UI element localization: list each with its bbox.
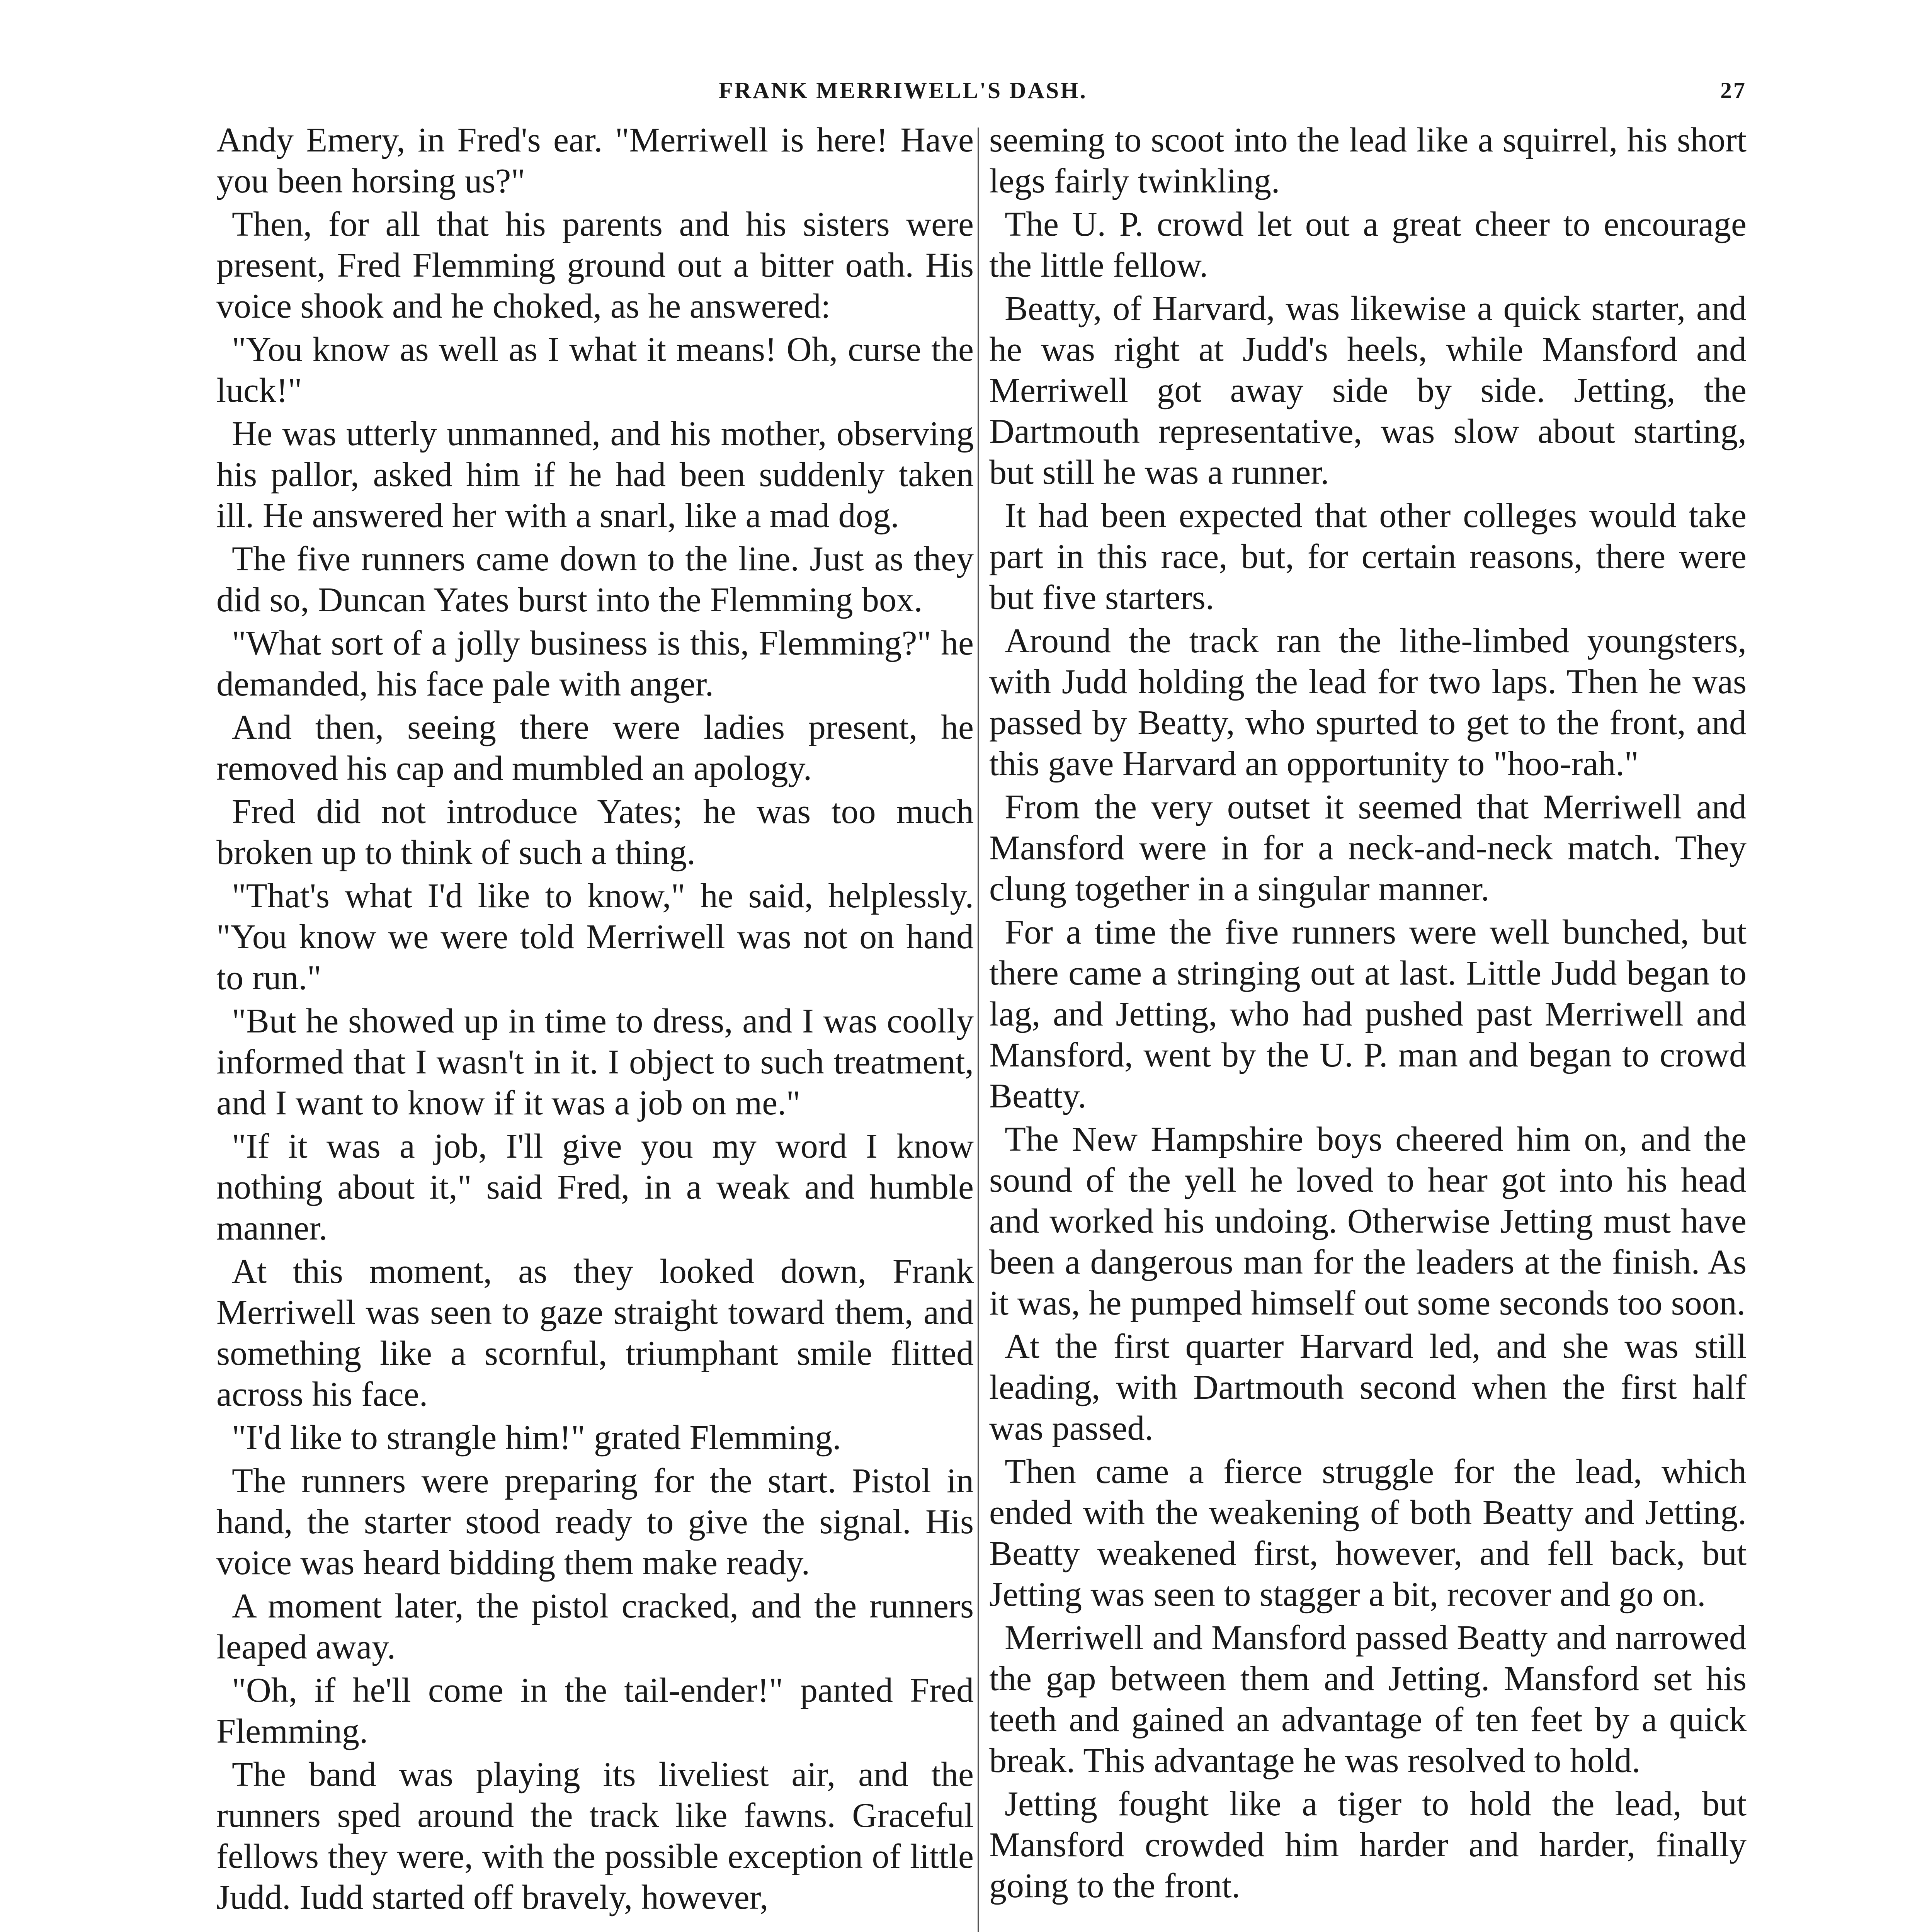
paragraph: For a time the five runners were well bunched, but there came a stringing out at last. Little Judd began to lag, and Jetting, who had pushed past Merriwell and Mansford, went by the U. P. man and began to crowd Beatty. [989,913,1747,1115]
paragraph: It had been expected that other colleges would take part in this race, but, for certain reasons, there were but five starters. [989,497,1747,617]
paragraph: Then, for all that his parents and his sisters were present, Fred Flemming ground out a bitter oath. His voice shook and he choked, as he answered: [216,205,974,325]
paragraph: seeming to scoot into the lead like a squirrel, his short legs fairly twinkling. [989,121,1747,200]
paragraph: At the first quarter Harvard led, and she was still leading, with Dartmouth second when the first half was passed. [989,1327,1747,1447]
running-title: FRANK MERRIWELL'S DASH. [719,78,1087,103]
paragraph: "I'd like to strangle him!" grated Flemming. [232,1418,841,1457]
paragraph: The band was playing its liveliest air, and the runners sped around the track like fawns. Graceful fellows they were, with the possible exception of little Judd. Iudd started off bravely, however, [216,1755,974,1917]
paragraph: "If it was a job, I'll give you my word I know nothing about it," said Fred, in a weak and humble manner. [216,1127,974,1247]
paragraph: "That's what I'd like to know," he said, helplessly. "You know we were told Merriwell was not on hand to run." [216,877,974,997]
left-column [216,120,974,1920]
paragraph: The five runners came down to the line. Just as they did so, Duncan Yates burst into the Flemming box. [216,540,974,619]
paragraph: At this moment, as they looked down, Frank Merriwell was seen to gaze straight toward them, and something like a scornful, triumphant smile flitted across his face. [216,1252,974,1413]
paragraph: Then came a fierce struggle for the lead, which ended with the weakening of both Beatty and Jetting. Beatty weakened first, however, and fell back, but Jetting was seen to stagger a bit, recover and go on. [989,1452,1747,1614]
paragraph: "What sort of a jolly business is this, Flemming?" he demanded, his face pale with anger. [216,624,974,703]
right-column [989,120,1747,1909]
paragraph: "But he showed up in time to dress, and I was coolly informed that I wasn't in it. I object to such treatment, and I want to know if it was a job on me." [216,1002,974,1122]
paragraph: The U. P. crowd let out a great cheer to encourage the little fellow. [989,205,1747,284]
paragraph: Beatty, of Harvard, was likewise a quick starter, and he was right at Judd's heels, while Mansford and Merriwell got away side by side. Jetting, the Dartmouth representative, was slow about starting, but still he was a runner. [989,289,1747,492]
paragraph: "Oh, if he'll come in the tail-ender!" panted Fred Flemming. [216,1671,974,1750]
paragraph: Around the track ran the lithe-limbed youngsters, with Judd holding the lead for two laps. Then he was passed by Beatty, who spurted to get to the front, and this gave Harvard an opportunity to "hoo-rah." [989,622,1747,783]
column-divider [978,128,979,1932]
paragraph: He was utterly unmanned, and his mother, observing his pallor, asked him if he had been suddenly taken ill. He answered her with a snarl, like a mad dog. [216,415,974,535]
page-header [216,77,1747,112]
paragraph: "You know as well as I what it means! Oh, curse the luck!" [216,330,974,410]
page-number: 27 [1720,78,1747,103]
paragraph: The runners were preparing for the start. Pistol in hand, the starter stood ready to give the signal. His voice was heard bidding them make ready. [216,1462,974,1582]
paragraph: Merriwell and Mansford passed Beatty and narrowed the gap between them and Jetting. Mansford set his teeth and gained an advantage of ten feet by a quick break. This advantage he was resolved to hold. [989,1619,1747,1780]
paragraph: From the very outset it seemed that Merriwell and Mansford were in for a neck-and-neck match. They clung together in a singular manner. [989,788,1747,908]
paragraph: The New Hampshire boys cheered him on, and the sound of the yell he loved to hear got into his head and worked his undoing. Otherwise Jetting must have been a dangerous man for the leaders at the finish. As it was, he pumped himself out some seconds too soon. [989,1120,1747,1322]
paragraph: Jetting fought like a tiger to hold the lead, but Mansford crowded him harder and harder, finally going to the front. [989,1785,1747,1905]
paragraph: And then, seeing there were ladies present, he removed his cap and mumbled an apology. [216,708,974,787]
paragraph: Fred did not introduce Yates; he was too much broken up to think of such a thing. [216,793,974,872]
paragraph: Andy Emery, in Fred's ear. "Merriwell is here! Have you been horsing us?" [216,121,974,200]
paragraph: A moment later, the pistol cracked, and the runners leaped away. [216,1587,974,1666]
